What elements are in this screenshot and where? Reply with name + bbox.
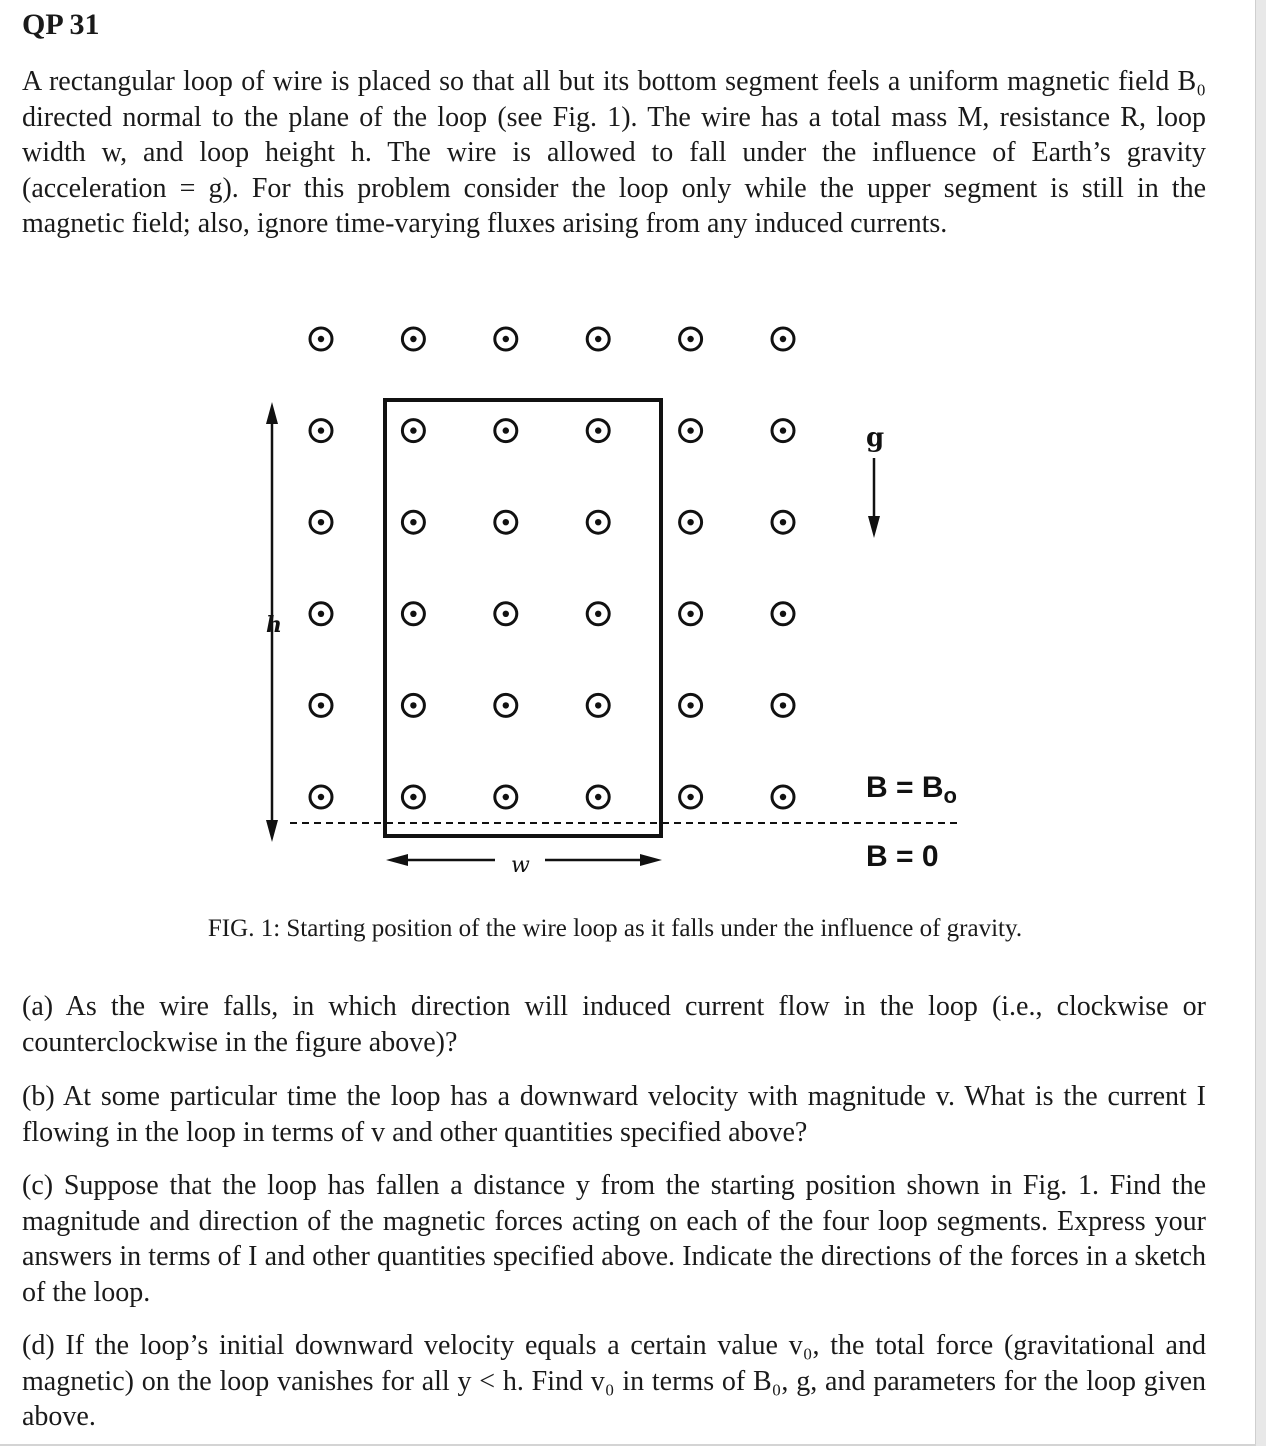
- field-out-of-page-icon: [310, 420, 332, 442]
- field-out-of-page-icon: [310, 603, 332, 625]
- field-out-of-page-icon: [772, 694, 794, 716]
- field-out-of-page-icon: [402, 786, 424, 808]
- field-out-of-page-icon: [680, 420, 702, 442]
- field-out-of-page-icon: [495, 786, 517, 808]
- field-out-of-page-icon: [772, 786, 794, 808]
- field-out-of-page-icon: [680, 786, 702, 808]
- field-out-of-page-icon: [495, 694, 517, 716]
- field-out-of-page-icon: [402, 694, 424, 716]
- problem-title: QP 31: [22, 8, 100, 41]
- field-out-of-page-icon: [310, 328, 332, 350]
- gravity-label: g: [866, 423, 885, 453]
- field-out-of-page-icon: [680, 603, 702, 625]
- field-out-of-page-icon: [587, 786, 609, 808]
- field-out-of-page-icon: [495, 603, 517, 625]
- gravity-arrow: [868, 458, 880, 538]
- question-d: (d) If the loop’s initial downward velocity equals a certain value v₀, the total force (gravitational and magnetic) on the loop vanishes for all y < h. Find v₀ in terms of B₀, g, and parameters for the loop given above.: [22, 1330, 1206, 1432]
- field-out-of-page-icon: [587, 603, 609, 625]
- field-out-of-page-icon: [402, 420, 424, 442]
- figure-caption: FIG. 1: Starting position of the wire loop as it falls under the influence of gravity.: [207, 915, 1023, 942]
- field-out-of-page-icon: [310, 511, 332, 533]
- field-out-of-page-icon: [587, 694, 609, 716]
- field-out-of-page-icon: [772, 420, 794, 442]
- field-out-of-page-icon: [402, 603, 424, 625]
- field-out-of-page-icon: [772, 511, 794, 533]
- field-out-of-page-icon: [680, 694, 702, 716]
- field-out-of-page-icon: [402, 328, 424, 350]
- field-out-of-page-icon: [680, 511, 702, 533]
- field-out-of-page-icon: [587, 511, 609, 533]
- question-c: (c) Suppose that the loop has fallen a distance y from the starting position shown in Fig. 1. Find the magnitude and direction of the magnetic forces acting on each of the four loop segments. Express your answers in terms of I and other quantities specified above. Indicate the directions of the forces in a sketch of the loop.: [22, 1170, 1206, 1308]
- field-out-of-page-icon: [310, 694, 332, 716]
- height-label: h: [266, 612, 282, 638]
- zero-field-label: B = 0: [866, 840, 939, 873]
- field-out-of-page-icon: [772, 603, 794, 625]
- field-out-of-page-icon: [310, 786, 332, 808]
- wire-loop: [385, 400, 661, 836]
- field-out-of-page-icon: [587, 328, 609, 350]
- field-out-of-page-icon: [772, 328, 794, 350]
- question-b: (b) At some particular time the loop has a downward velocity with magnitude v. What is the current I flowing in the loop in terms of v and other quantities specified above?: [22, 1081, 1206, 1148]
- problem-intro: A rectangular loop of wire is placed so that all but its bottom segment feels a uniform magnetic field B₀ directed normal to the plane of the loop (see Fig. 1). The wire has a total mass M, resistance R, loop width w, and loop height h. The wire is allowed to fall under the influence of Earth’s gravity (acceleration = g). For this problem consider the loop only while the upper segment is still in the magnetic field; also, ignore time-varying fluxes arising from any induced currents.: [22, 66, 1206, 239]
- field-label: $B = B_o$: [866, 771, 957, 808]
- field-out-of-page-icon: [680, 328, 702, 350]
- field-out-of-page-icon: [495, 420, 517, 442]
- field-out-of-page-icon: [587, 420, 609, 442]
- question-a: (a) As the wire falls, in which direction will induced current flow in the loop (i.e., clockwise or counterclockwise in the figure above)?: [22, 991, 1206, 1058]
- width-label: w: [511, 853, 530, 878]
- field-out-of-page-icon: [495, 511, 517, 533]
- field-out-of-page-icon: [402, 511, 424, 533]
- field-out-of-page-icon: [495, 328, 517, 350]
